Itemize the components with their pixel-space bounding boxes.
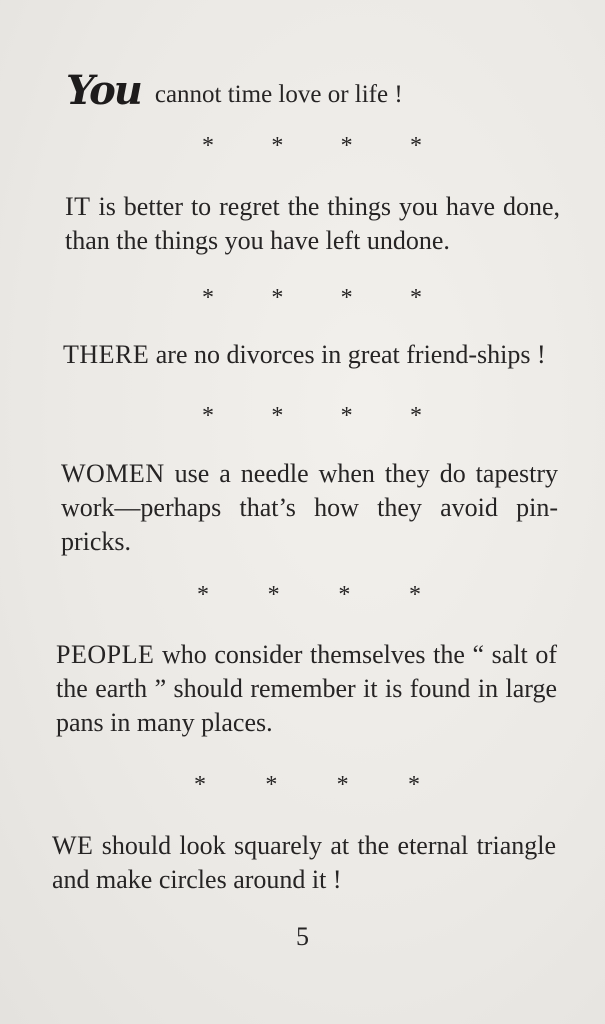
aphorism-paragraph-5 <box>52 829 556 897</box>
asterisk-separator-3: * * * * <box>202 403 422 429</box>
paragraph-lead-word: IT <box>65 192 91 221</box>
paragraph-text: use a needle when they do tapestry work—perhaps that’s how they avoid pin-pricks. <box>61 459 558 556</box>
opening-aphorism-text: cannot time love or life ! <box>154 81 403 108</box>
asterisk-separator-1: * * * * <box>202 133 422 159</box>
page-number: 5 <box>296 922 309 951</box>
paragraph-lead-word: PEOPLE <box>56 640 155 669</box>
opening-aphorism <box>66 66 403 120</box>
paragraph-lead-word: THERE <box>63 340 150 369</box>
asterisk-separator-4: * * * * <box>197 582 421 608</box>
paragraph-text: should look squarely at the eternal triangle and make circles around it ! <box>52 831 556 894</box>
aphorism-paragraph-1 <box>65 190 560 258</box>
aphorism-paragraph-3 <box>61 457 558 559</box>
paragraph-text: are no divorces in great friend-ships ! <box>149 340 546 369</box>
paragraph-text: who consider themselves the “ salt of the earth ” should remember it is found in large pans in many places. <box>56 640 557 737</box>
aphorism-paragraph-2 <box>63 338 559 372</box>
asterisk-separator-5: * * * * <box>194 772 420 798</box>
paragraph-lead-word: WE <box>52 831 94 860</box>
asterisk-separator-2: * * * * <box>202 285 422 311</box>
gothic-initial-word: You <box>66 67 141 114</box>
paragraph-lead-word: WOMEN <box>61 459 165 488</box>
paragraph-text: is better to regret the things you have done, than the things you have left undone. <box>65 192 560 255</box>
aphorism-paragraph-4 <box>56 638 557 740</box>
